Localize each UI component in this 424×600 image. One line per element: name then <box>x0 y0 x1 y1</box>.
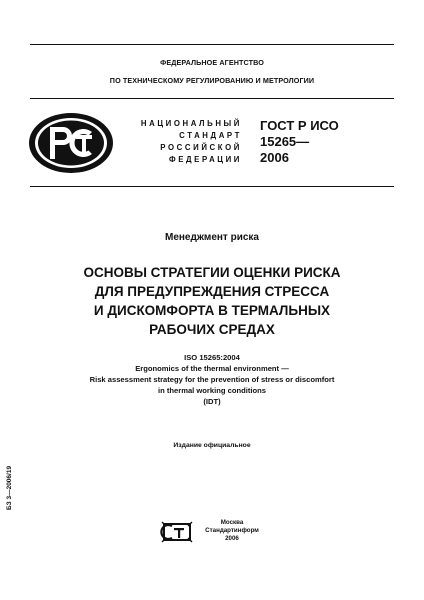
title-line-1: ОСНОВЫ СТРАТЕГИИ ОЦЕНКИ РИСКА <box>83 265 341 280</box>
gost-r-logo-icon <box>28 112 114 174</box>
standartinform-logo-icon <box>160 520 194 544</box>
iso-title-line-1: Ergonomics of the thermal environment — <box>135 364 289 373</box>
gost-number-line-1: ГОСТ Р ИСО <box>260 118 339 133</box>
agency-line-1: ФЕДЕРАЛЬНОЕ АГЕНТСТВО <box>160 58 264 67</box>
document-series: Менеджмент риска <box>165 232 259 243</box>
national-standard-line-2: СТАНДАРТ <box>179 131 242 140</box>
publisher-name: Стандартинформ <box>205 527 259 534</box>
national-standard-line-1: НАЦИОНАЛЬНЫЙ <box>140 119 242 128</box>
publisher-city: Москва <box>220 519 244 526</box>
national-standard-line-3: РОССИЙСКОЙ <box>160 143 242 152</box>
side-registration-note: БЗ 3—2006/19 <box>6 465 13 510</box>
title-line-3: И ДИСКОМФОРТА В ТЕРМАЛЬНЫХ <box>93 303 331 318</box>
gost-number-line-2: 15265— <box>260 134 310 149</box>
standard-block-rule <box>30 186 394 187</box>
title-line-2: ДЛЯ ПРЕДУПРЕЖДЕНИЯ СТРЕССА <box>94 284 330 299</box>
title-line-4: РАБОЧИХ СРЕДАХ <box>149 322 275 337</box>
gost-number-line-3: 2006 <box>260 150 289 165</box>
national-standard-line-4: ФЕДЕРАЦИИ <box>168 155 242 164</box>
iso-reference: ISO 15265:2004 <box>184 353 240 362</box>
iso-title-line-3: in thermal working conditions <box>157 386 266 395</box>
top-rule <box>30 44 394 45</box>
publisher-year: 2006 <box>225 535 239 542</box>
edition-label: Издание официальное <box>173 442 251 449</box>
header-rule <box>30 98 394 99</box>
iso-idt: (IDT) <box>203 397 221 406</box>
agency-line-2: ПО ТЕХНИЧЕСКОМУ РЕГУЛИРОВАНИЮ И МЕТРОЛОГИИ <box>109 76 315 85</box>
iso-title-line-2: Risk assessment strategy for the prevention of stress or discomfort <box>89 375 335 384</box>
